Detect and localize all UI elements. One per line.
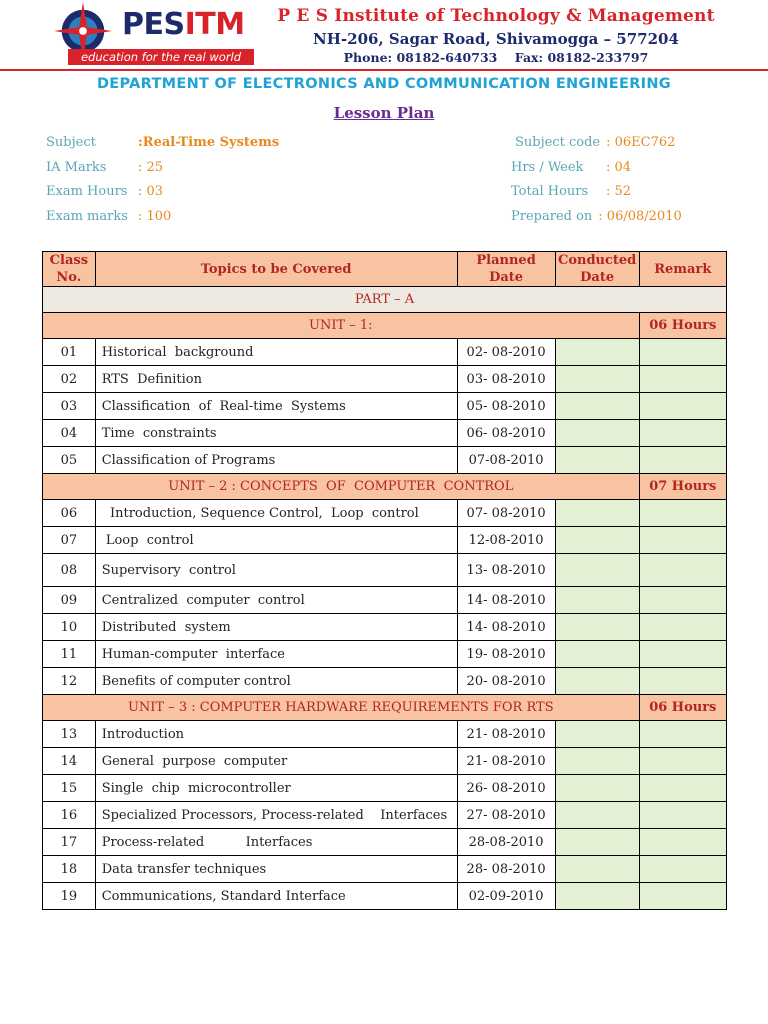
conducted-date-cell bbox=[555, 420, 639, 447]
topic-cell: Data transfer techniques bbox=[95, 856, 457, 883]
table-row bbox=[43, 883, 727, 910]
part-row bbox=[43, 287, 727, 313]
planned-date-cell: 14- 08-2010 bbox=[457, 587, 555, 614]
topic-cell: General purpose computer bbox=[95, 748, 457, 775]
table-row bbox=[43, 366, 727, 393]
topic-cell: Introduction bbox=[95, 721, 457, 748]
institute-name: P E S Institute of Technology & Management bbox=[277, 6, 715, 26]
lesson-plan-table bbox=[42, 251, 727, 910]
class-no-cell: 08 bbox=[43, 554, 96, 587]
class-no-cell: 19 bbox=[43, 883, 96, 910]
institute-phone: Phone: 08182-640733 Fax: 08182-233797 bbox=[343, 50, 649, 65]
conducted-date-cell bbox=[555, 587, 639, 614]
department-title: DEPARTMENT OF ELECTRONICS AND COMMUNICATION ENGINEERING bbox=[96, 76, 672, 92]
planned-date-cell: 28- 08-2010 bbox=[457, 856, 555, 883]
class-no-cell: 03 bbox=[43, 393, 96, 420]
table-row bbox=[43, 829, 727, 856]
topic-cell: RTS Definition bbox=[95, 366, 457, 393]
topic-cell: Benefits of computer control bbox=[95, 668, 457, 695]
table-row bbox=[43, 614, 727, 641]
remark-cell bbox=[639, 641, 726, 668]
topic-cell: Single chip microcontroller bbox=[95, 775, 457, 802]
remark-cell bbox=[639, 668, 726, 695]
conducted-date-cell bbox=[555, 856, 639, 883]
table-header-row bbox=[43, 252, 727, 287]
unit-header-row bbox=[43, 695, 727, 721]
topic-cell: Distributed system bbox=[95, 614, 457, 641]
conducted-date-cell bbox=[555, 829, 639, 856]
conducted-date-cell bbox=[555, 802, 639, 829]
remark-cell bbox=[639, 393, 726, 420]
conducted-date-cell bbox=[555, 366, 639, 393]
remark-cell bbox=[639, 339, 726, 366]
table-row bbox=[43, 420, 727, 447]
info-subject-code: Subject code : 06EC762 bbox=[515, 135, 676, 150]
planned-date-cell: 21- 08-2010 bbox=[457, 721, 555, 748]
class-no-cell: 01 bbox=[43, 339, 96, 366]
table-row bbox=[43, 802, 727, 829]
conducted-date-cell bbox=[555, 748, 639, 775]
table-row bbox=[43, 856, 727, 883]
planned-date-cell: 02- 08-2010 bbox=[457, 339, 555, 366]
topic-cell: Centralized computer control bbox=[95, 587, 457, 614]
unit-header-row bbox=[43, 313, 727, 339]
logo-tagline: education for the real world bbox=[68, 49, 254, 65]
planned-date-cell: 07- 08-2010 bbox=[457, 500, 555, 527]
remark-cell bbox=[639, 527, 726, 554]
unit-hours: 06 Hours bbox=[639, 695, 726, 721]
remark-cell bbox=[639, 587, 726, 614]
class-no-cell: 04 bbox=[43, 420, 96, 447]
info-subject: Subject :Real-Time Systems bbox=[46, 135, 280, 150]
planned-date-cell: 03- 08-2010 bbox=[457, 366, 555, 393]
topic-cell: Classification of Real-time Systems bbox=[95, 393, 457, 420]
remark-cell bbox=[639, 447, 726, 474]
planned-date-cell: 07-08-2010 bbox=[457, 447, 555, 474]
planned-date-cell: 19- 08-2010 bbox=[457, 641, 555, 668]
table-row bbox=[43, 641, 727, 668]
class-no-cell: 15 bbox=[43, 775, 96, 802]
topic-cell: Supervisory control bbox=[95, 554, 457, 587]
topic-cell: Introduction, Sequence Control, Loop control bbox=[95, 500, 457, 527]
letterhead bbox=[0, 0, 768, 72]
class-no-cell: 06 bbox=[43, 500, 96, 527]
remark-cell bbox=[639, 802, 726, 829]
table-row bbox=[43, 500, 727, 527]
remark-cell bbox=[639, 614, 726, 641]
unit-title: UNIT – 3 : COMPUTER HARDWARE REQUIREMENTS FOR RTS bbox=[43, 695, 640, 721]
institute-address: NH-206, Sagar Road, Shivamogga – 577204 bbox=[313, 30, 679, 48]
table-row bbox=[43, 554, 727, 587]
info-ia-marks: IA Marks : 25 bbox=[46, 160, 164, 175]
class-no-cell: 05 bbox=[43, 447, 96, 474]
table-row bbox=[43, 748, 727, 775]
class-no-cell: 17 bbox=[43, 829, 96, 856]
remark-cell bbox=[639, 420, 726, 447]
unit-header-row bbox=[43, 474, 727, 500]
col-class-no: Class No. bbox=[43, 252, 96, 287]
planned-date-cell: 26- 08-2010 bbox=[457, 775, 555, 802]
class-no-cell: 02 bbox=[43, 366, 96, 393]
col-planned-date: Planned Date bbox=[457, 252, 555, 287]
remark-cell bbox=[639, 366, 726, 393]
conducted-date-cell bbox=[555, 614, 639, 641]
header-divider bbox=[0, 69, 768, 71]
conducted-date-cell bbox=[555, 883, 639, 910]
conducted-date-cell bbox=[555, 500, 639, 527]
remark-cell bbox=[639, 829, 726, 856]
institute-logo bbox=[54, 0, 252, 66]
remark-cell bbox=[639, 775, 726, 802]
class-no-cell: 16 bbox=[43, 802, 96, 829]
topic-cell: Loop control bbox=[95, 527, 457, 554]
col-topics: Topics to be Covered bbox=[95, 252, 457, 287]
conducted-date-cell bbox=[555, 668, 639, 695]
planned-date-cell: 21- 08-2010 bbox=[457, 748, 555, 775]
class-no-cell: 10 bbox=[43, 614, 96, 641]
part-label: PART – A bbox=[43, 287, 727, 313]
remark-cell bbox=[639, 721, 726, 748]
planned-date-cell: 27- 08-2010 bbox=[457, 802, 555, 829]
col-conducted-date: Conducted Date bbox=[555, 252, 639, 287]
table-row bbox=[43, 527, 727, 554]
class-no-cell: 12 bbox=[43, 668, 96, 695]
conducted-date-cell bbox=[555, 554, 639, 587]
table-row bbox=[43, 721, 727, 748]
unit-hours: 07 Hours bbox=[639, 474, 726, 500]
planned-date-cell: 02-09-2010 bbox=[457, 883, 555, 910]
info-prepared-on: Prepared on : 06/08/2010 bbox=[511, 209, 682, 224]
topic-cell: Process-related Interfaces bbox=[95, 829, 457, 856]
conducted-date-cell bbox=[555, 393, 639, 420]
table-row bbox=[43, 393, 727, 420]
conducted-date-cell bbox=[555, 339, 639, 366]
info-total-hours: Total Hours : 52 bbox=[511, 184, 632, 199]
conducted-date-cell bbox=[555, 775, 639, 802]
table-row bbox=[43, 587, 727, 614]
remark-cell bbox=[639, 856, 726, 883]
planned-date-cell: 05- 08-2010 bbox=[457, 393, 555, 420]
table-row bbox=[43, 668, 727, 695]
class-no-cell: 14 bbox=[43, 748, 96, 775]
remark-cell bbox=[639, 748, 726, 775]
info-exam-hours: Exam Hours : 03 bbox=[46, 184, 164, 199]
planned-date-cell: 13- 08-2010 bbox=[457, 554, 555, 587]
topic-cell: Historical background bbox=[95, 339, 457, 366]
class-no-cell: 18 bbox=[43, 856, 96, 883]
class-no-cell: 13 bbox=[43, 721, 96, 748]
conducted-date-cell bbox=[555, 447, 639, 474]
remark-cell bbox=[639, 554, 726, 587]
remark-cell bbox=[639, 500, 726, 527]
planned-date-cell: 12-08-2010 bbox=[457, 527, 555, 554]
class-no-cell: 09 bbox=[43, 587, 96, 614]
conducted-date-cell bbox=[555, 721, 639, 748]
class-no-cell: 07 bbox=[43, 527, 96, 554]
topic-cell: Human-computer interface bbox=[95, 641, 457, 668]
remark-cell bbox=[639, 883, 726, 910]
logo-wordmark: PESITM bbox=[122, 7, 245, 42]
topic-cell: Communications, Standard Interface bbox=[95, 883, 457, 910]
table-row bbox=[43, 775, 727, 802]
info-hrs-week: Hrs / Week : 04 bbox=[511, 160, 632, 175]
unit-title: UNIT – 1: bbox=[43, 313, 640, 339]
planned-date-cell: 06- 08-2010 bbox=[457, 420, 555, 447]
conducted-date-cell bbox=[555, 527, 639, 554]
col-remark: Remark bbox=[639, 252, 726, 287]
table-row bbox=[43, 447, 727, 474]
planned-date-cell: 28-08-2010 bbox=[457, 829, 555, 856]
topic-cell: Specialized Processors, Process-related Interfaces bbox=[95, 802, 457, 829]
conducted-date-cell bbox=[555, 641, 639, 668]
info-exam-marks: Exam marks : 100 bbox=[46, 209, 172, 224]
unit-title: UNIT – 2 : CONCEPTS OF COMPUTER CONTROL bbox=[43, 474, 640, 500]
topic-cell: Time constraints bbox=[95, 420, 457, 447]
topic-cell: Classification of Programs bbox=[95, 447, 457, 474]
table-row bbox=[43, 339, 727, 366]
planned-date-cell: 20- 08-2010 bbox=[457, 668, 555, 695]
document-title: Lesson Plan bbox=[333, 104, 435, 122]
class-no-cell: 11 bbox=[43, 641, 96, 668]
planned-date-cell: 14- 08-2010 bbox=[457, 614, 555, 641]
unit-hours: 06 Hours bbox=[639, 313, 726, 339]
